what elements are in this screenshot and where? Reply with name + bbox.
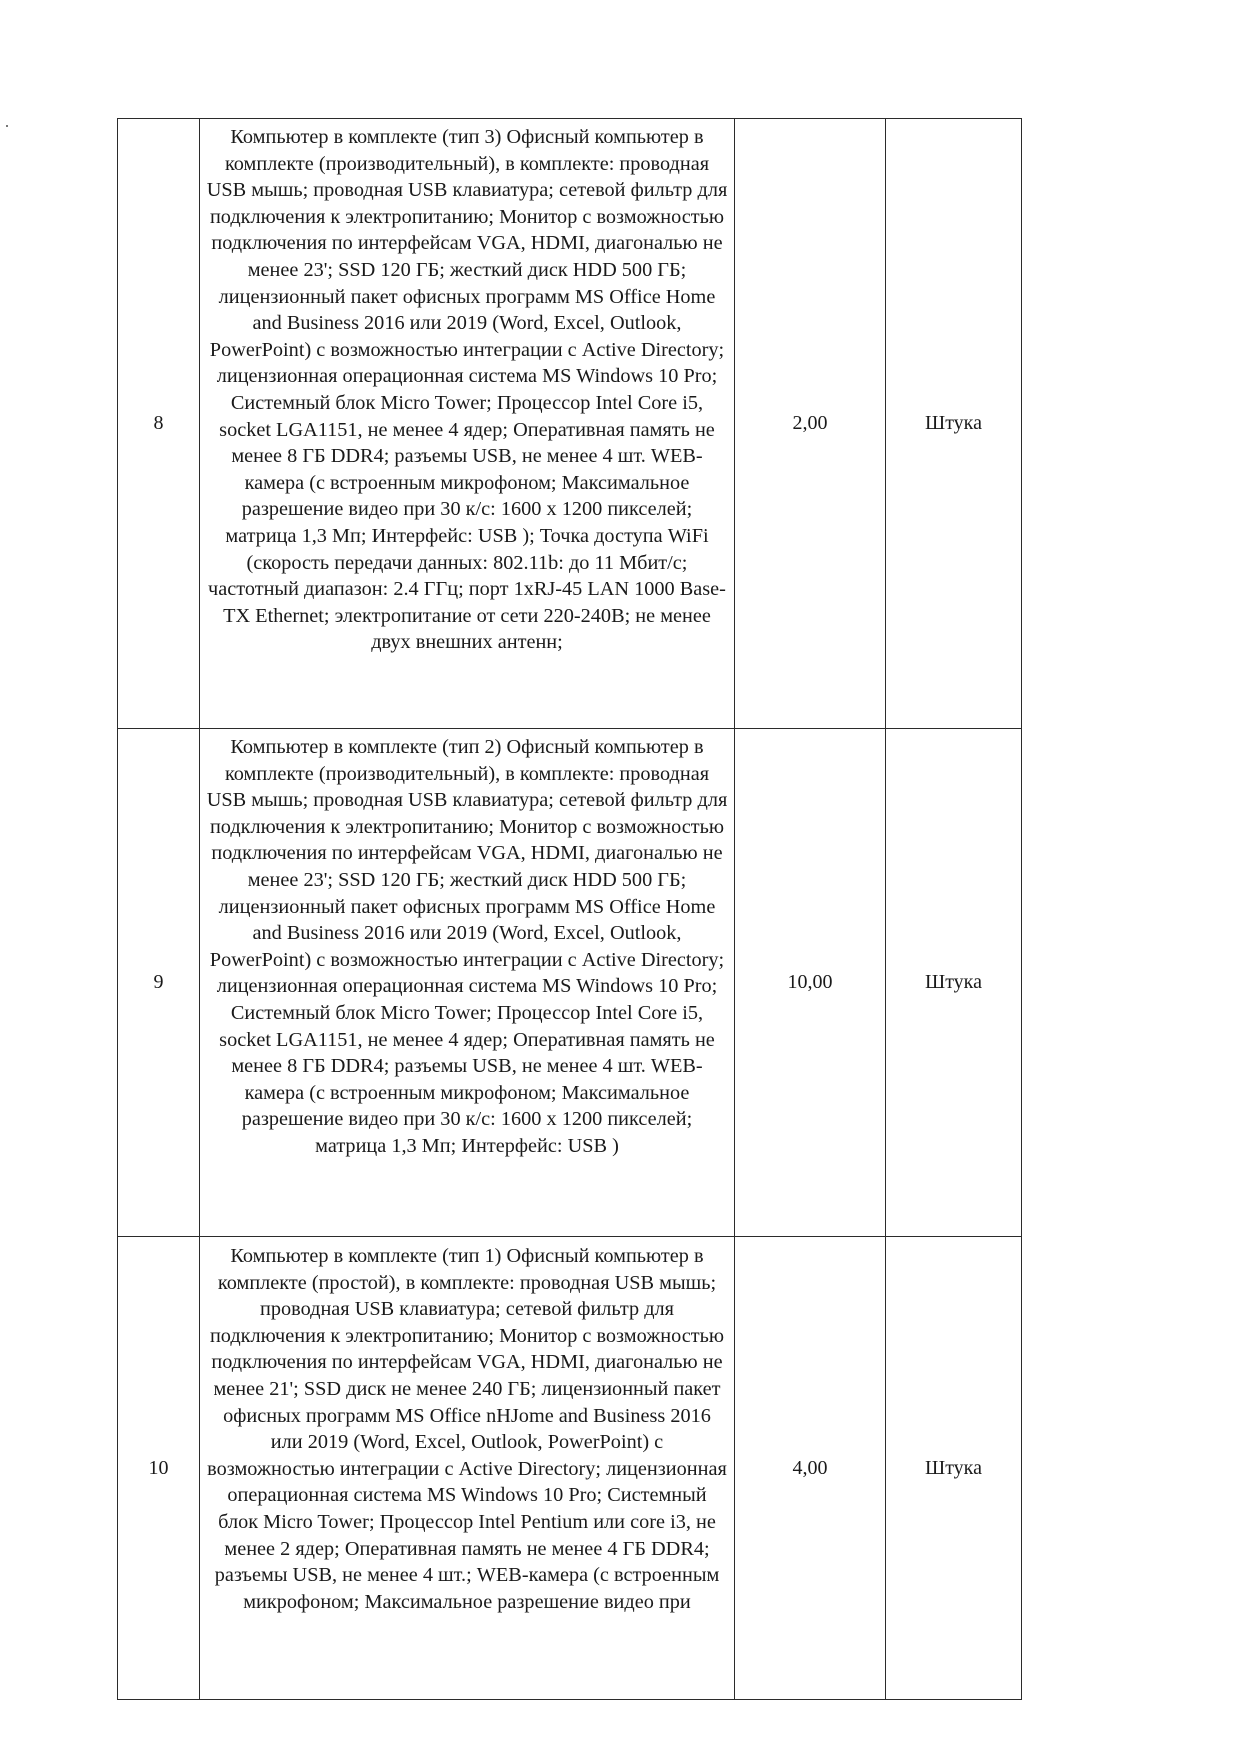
row-number: 10 xyxy=(118,1237,200,1700)
item-unit: Штука xyxy=(886,1237,1022,1700)
item-description: Компьютер в комплекте (тип 3) Офисный компьютер в комплекте (производительный), в комплекте: проводная USB мышь; проводная USB клавиатура; сетевой фильтр для подключения к электропитанию; Монитор с возможностью подключения по интерфейсам VGA, HDMI, диагональю не менее 23'; SSD 120 ГБ; жесткий диск HDD 500 ГБ; лицензионный пакет офисных программ MS Office Home and Business 2016 или 2019 (Word, Excel, Outlook, PowerPoint) с возможностью интеграции с Active Directory; лицензионная операционная система MS Windows 10 Pro; Системный блок Micro Tower; Процессор Intel Core i5, socket LGA1151, не менее 4 ядер; Оперативная память не менее 8 ГБ DDR4; разъемы USB, не менее 4 шт. WEB-камера (с встроенным микрофоном; Максимальное разрешение видео при 30 к/с: 1600 х 1200 пикселей; матрица 1,3 Мп; Интерфейс: USB ); Точка доступа WiFi (скорость передачи данных: 802.11b: до 11 Мбит/с; частотный диапазон: 2.4 ГГц; порт 1xRJ-45 LAN 1000 Base-TX Ethernet; электропитание от сети 220-240В; не менее двух внешних антенн; xyxy=(206,126,728,654)
item-unit: Штука xyxy=(886,729,1022,1237)
row-number: 8 xyxy=(118,119,200,729)
item-quantity: 4,00 xyxy=(735,1237,886,1700)
item-description-cell xyxy=(200,1237,735,1700)
item-description-cell xyxy=(200,729,735,1237)
table-row xyxy=(118,729,1022,1237)
row-number: 9 xyxy=(118,729,200,1237)
scan-artifact xyxy=(6,125,8,127)
item-description-cell xyxy=(200,119,735,729)
item-description: Компьютер в комплекте (тип 2) Офисный компьютер в комплекте (производительный), в комплекте: проводная USB мышь; проводная USB клавиатура; сетевой фильтр для подключения к электропитанию; Монитор с возможностью подключения по интерфейсам VGA, HDMI, диагональю не менее 23'; SSD 120 ГБ; жесткий диск HDD 500 ГБ; лицензионный пакет офисных программ MS Office Home and Business 2016 или 2019 (Word, Excel, Outlook, PowerPoint) с возможностью интеграции с Active Directory; лицензионная операционная система MS Windows 10 Pro; Системный блок Micro Tower; Процессор Intel Core i5, socket LGA1151, не менее 4 ядер; Оперативная память не менее 8 ГБ DDR4; разъемы USB, не менее 4 шт. WEB-камера (с встроенным микрофоном; Максимальное разрешение видео при 30 к/с: 1600 х 1200 пикселей; матрица 1,3 Мп; Интерфейс: USB ) xyxy=(206,736,728,1157)
item-quantity: 10,00 xyxy=(735,729,886,1237)
item-unit: Штука xyxy=(886,119,1022,729)
specification-table xyxy=(117,118,1022,1700)
item-quantity: 2,00 xyxy=(735,119,886,729)
table-row xyxy=(118,1237,1022,1700)
table-row xyxy=(118,119,1022,729)
item-description: Компьютер в комплекте (тип 1) Офисный компьютер в комплекте (простой), в комплекте: проводная USB мышь; проводная USB клавиатура; сетевой фильтр для подключения к электропитанию; Монитор с возможностью подключения по интерфейсам VGA, HDMI, диагональю не менее 21'; SSD диск не менее 240 ГБ; лицензионный пакет офисных программ MS Office nHJome and Business 2016 или 2019 (Word, Excel, Outlook, PowerPoint) с возможностью интеграции с Active Directory; лицензионная операционная система MS Windows 10 Pro; Системный блок Micro Tower; Процессор Intel Pentium или core i3, не менее 2 ядер; Оперативная память не менее 4 ГБ DDR4; разъемы USB, не менее 4 шт.; WEB-камера (с встроенным микрофоном; Максимальное разрешение видео при xyxy=(207,1245,727,1613)
